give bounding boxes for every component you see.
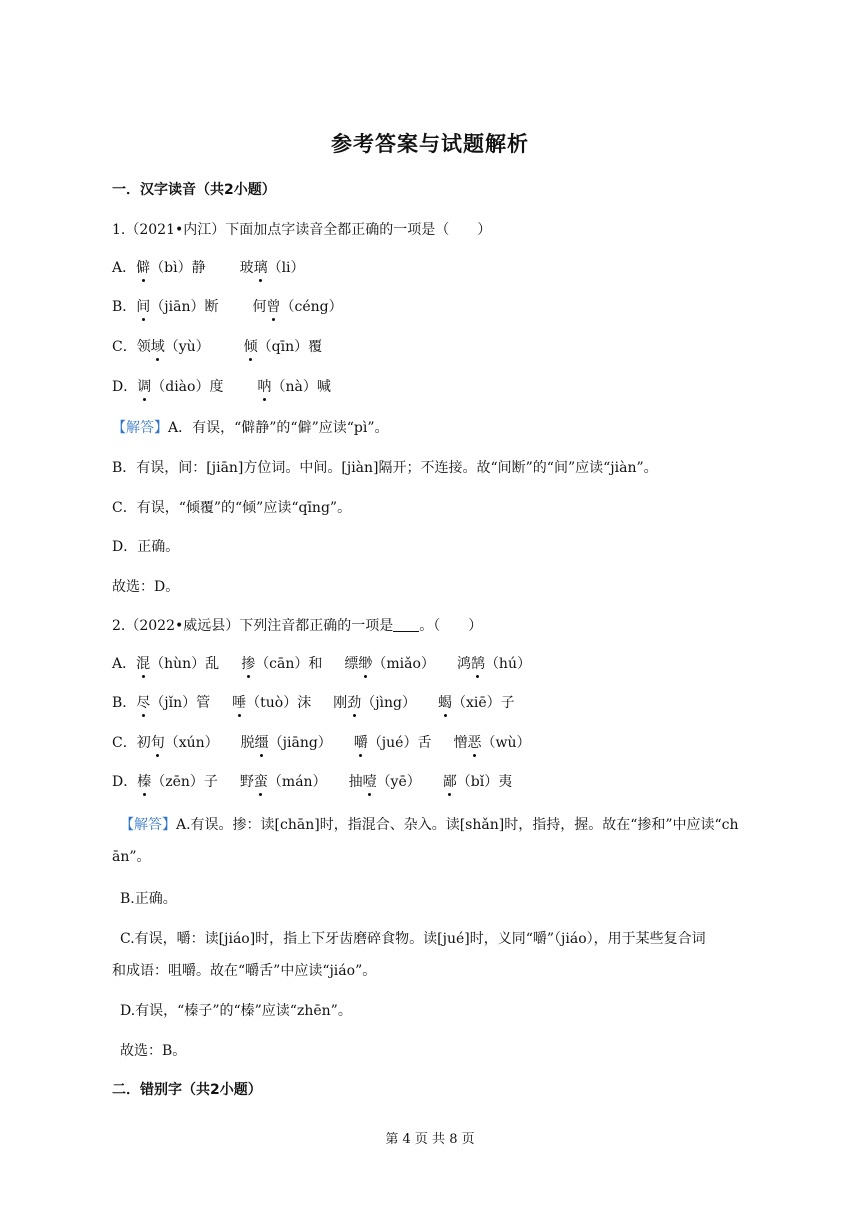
- answer-tag: 【解答】: [120, 817, 176, 833]
- q1-option-d: D．调（diào）度 呐（nà）喊: [112, 379, 331, 395]
- section-heading-2: 二．错别字（共2小题）: [112, 1082, 262, 1098]
- page-title: 参考答案与试题解析: [331, 132, 529, 156]
- q1-answer-line-1: 【解答】A．有误，“僻静”的“僻”应读“pì”。: [112, 420, 389, 436]
- q2-answer-line-3: C.有误，嚼：读[jiáo]时，指上下牙齿磨碎食物。读[jué]时，义同“嚼”（jiáo），用于某些复合词: [120, 931, 706, 947]
- q2-answer-line-5: 故选：B。: [120, 1043, 187, 1059]
- q2-answer-line-4: D.有误，“榛子”的“榛”应读“zhēn”。: [120, 1003, 352, 1019]
- q1-answer-line-3: C．有误，“倾覆”的“倾”应读“qīng”。: [112, 500, 352, 516]
- q2-option-c: C．初旬（xún） 脱缰（jiāng） 嚼（jué）舌 憎恶（wù）: [112, 735, 531, 751]
- answer-blank: [393, 617, 419, 632]
- question-2-stem: 2.（2022•威远县）下列注音都正确的一项是 。（ ）: [112, 618, 483, 634]
- q2-answer-line-1-cont: ān”。: [112, 849, 151, 865]
- answer-tag: 【解答】: [112, 420, 168, 436]
- q1-answer-line-5: 故选：D。: [112, 579, 180, 595]
- section-heading-1: 一．汉字读音（共2小题）: [112, 182, 276, 198]
- q1-option-a: A．僻（bì）静 玻璃（li）: [112, 260, 305, 276]
- q1-option-c: C．领域（yù） 倾（qīn）覆: [112, 339, 323, 355]
- q1-option-b: B．间（jiān）断 何曾（céng）: [112, 299, 343, 315]
- q2-answer-line-1: 【解答】A.有误。掺：读[chān]时，指混合、杂入。读[shǎn]时，指持，握。故在“掺和”中应读“ch: [120, 817, 739, 833]
- q2-option-b: B．尽（jǐn）管 唾（tuò）沫 刚劲（jìng） 蝎（xiē）子: [112, 695, 515, 711]
- question-1-stem: 1.（2021•内江）下面加点字读音全都正确的一项是（ ）: [112, 222, 492, 238]
- q2-option-a: A．混（hùn）乱 掺（cān）和 缥缈（miǎo） 鸿鹄（hú）: [112, 656, 531, 672]
- q1-answer-line-4: D．正确。: [112, 539, 180, 555]
- q2-option-d: D．榛（zēn）子 野蛮（mán） 抽噎（yē） 鄙（bǐ）夷: [112, 774, 513, 790]
- q2-answer-line-3-cont: 和成语：咀嚼。故在“嚼舌”中应读“jiáo”。: [112, 963, 377, 979]
- q1-answer-line-2: B．有误，间：[jiān]方位词。中间。[jiàn]隔开；不连接。故“间断”的“间”应读“jiàn”。: [112, 460, 658, 476]
- q2-answer-line-2: B.正确。: [120, 891, 177, 907]
- page-footer: 第 4 页 共 8 页: [385, 1132, 475, 1147]
